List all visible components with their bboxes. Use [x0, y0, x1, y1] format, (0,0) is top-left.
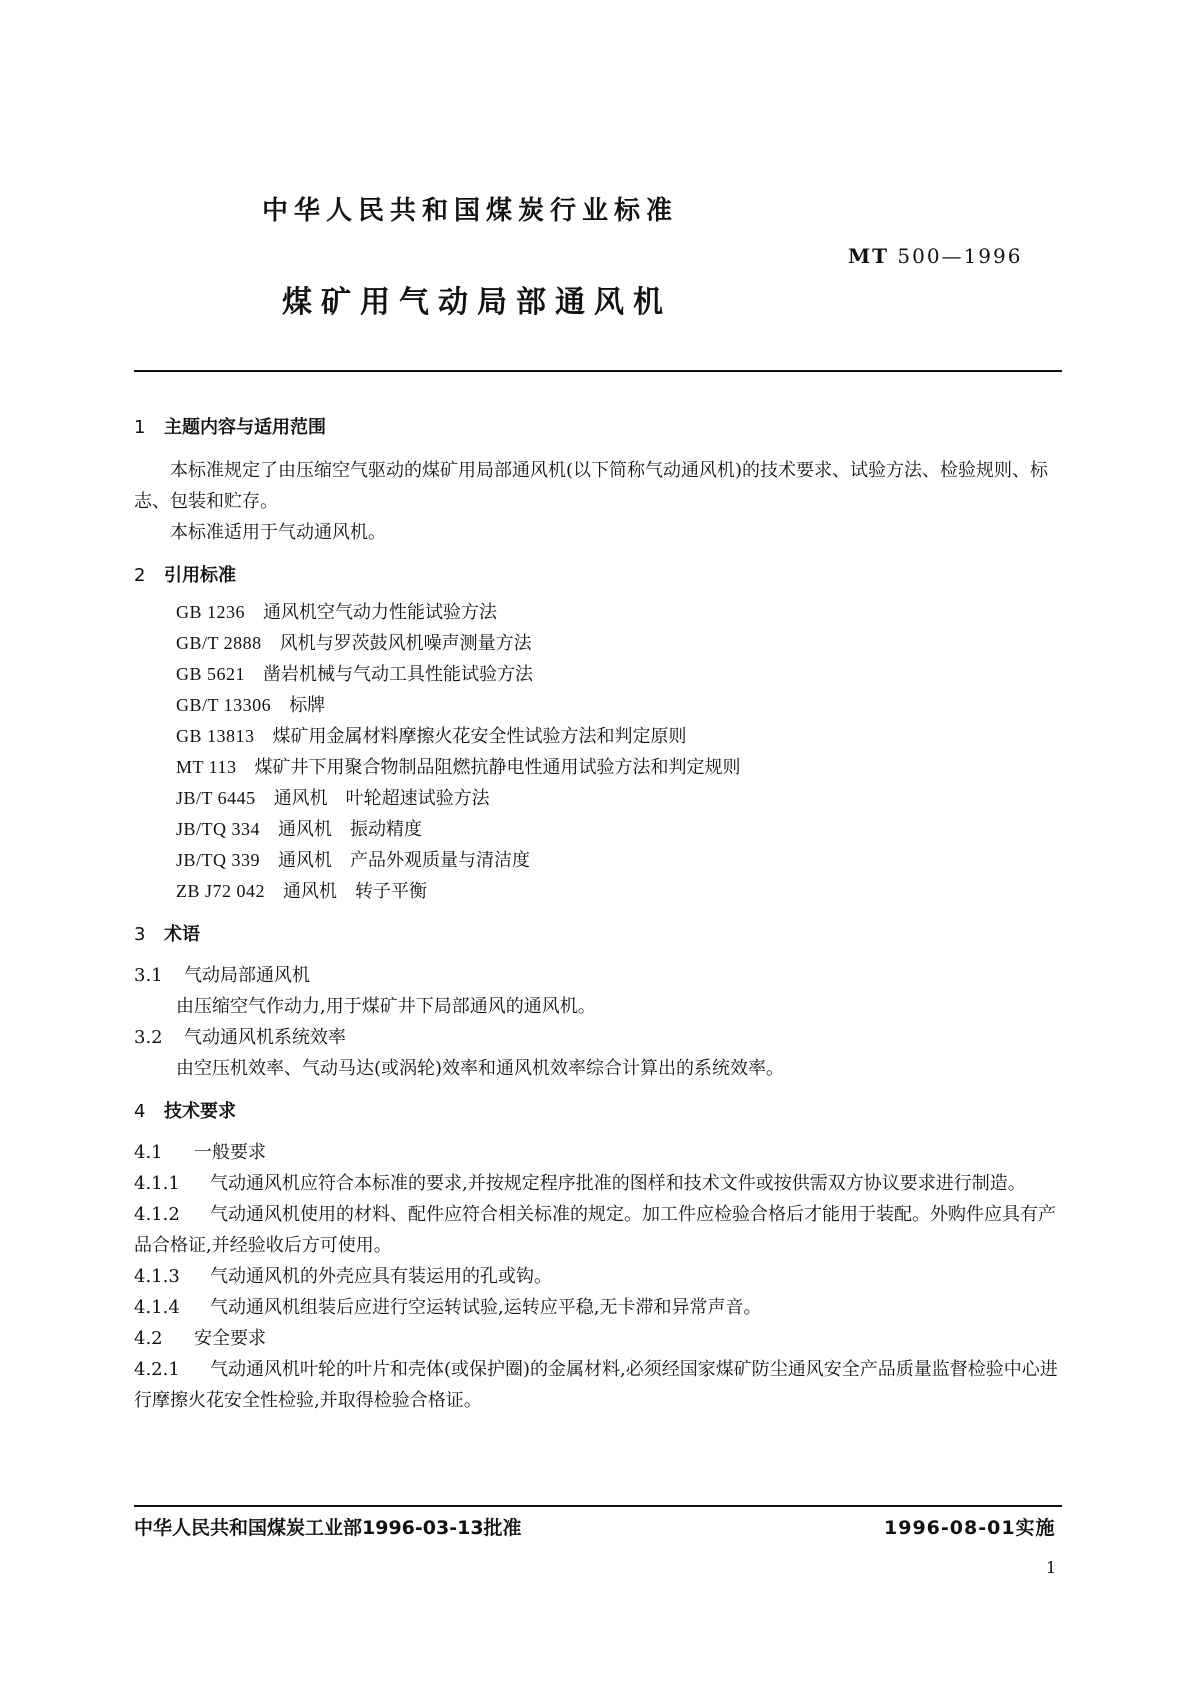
reference-item: GB/T 13306 标牌: [176, 695, 326, 716]
reference-item: JB/T 6445 通风机 叶轮超速试验方法: [176, 788, 490, 809]
document-title: 煤矿用气动局部通风机: [282, 285, 672, 320]
approval-line: 中华人民共和国煤炭工业部1996-03-13批准: [134, 1517, 522, 1539]
reference-list: [176, 597, 1064, 907]
clause-4-1-1: 4.1.1 气动通风机应符合本标准的要求,并按规定程序批准的图样和技术文件或按供需双方协议要求进行制造。: [134, 1173, 1026, 1194]
standard-prefix: MT: [848, 244, 890, 268]
term-3-2-heading: 3.2 气动通风机系统效率: [134, 1027, 346, 1048]
clause-4-1: 4.1 一般要求: [134, 1142, 266, 1163]
section-1-paragraph-2: 本标准适用于气动通风机。: [170, 522, 386, 543]
top-divider: [134, 370, 1062, 372]
clause-4-2-1: 4.2.1 气动通风机叶轮的叶片和壳体(或保护圈)的金属材料,必须经国家煤矿防尘通风安全产品质量监督检验中心进行摩擦火花安全性检验,并取得检验合格证。: [134, 1359, 1058, 1411]
reference-item: JB/TQ 339 通风机 产品外观质量与清洁度: [176, 850, 531, 871]
clause-4-1-2: 4.1.2 气动通风机使用的材料、配件应符合相关标准的规定。加工件应检验合格后才能用于装配。外购件应具有产品合格证,并经验收后方可使用。: [134, 1204, 1056, 1256]
section-4-heading: 4 技术要求: [134, 1101, 236, 1122]
issuing-organization: 中华人民共和国煤炭行业标准: [262, 196, 679, 226]
clause-4-1-4: 4.1.4 气动通风机组装后应进行空运转试验,运转应平稳,无卡滞和异常声音。: [134, 1297, 762, 1318]
document-body: [134, 412, 1064, 1416]
reference-item: GB 13813 煤矿用金属材料摩擦火花安全性试验方法和判定原则: [176, 726, 687, 747]
reference-item: GB 1236 通风机空气动力性能试验方法: [176, 602, 498, 623]
clause-4-2: 4.2 安全要求: [134, 1328, 266, 1349]
effective-date: 1996-08-01实施: [884, 1517, 1056, 1539]
page-number: 1: [1046, 1558, 1057, 1577]
reference-item: MT 113 煤矿井下用聚合物制品阻燃抗静电性通用试验方法和判定规则: [176, 757, 741, 778]
section-3-heading: 3 术语: [134, 924, 200, 945]
section-1-paragraph-1: 本标准规定了由压缩空气驱动的煤矿用局部通风机(以下简称气动通风机)的技术要求、试验方法、检验规则、标志、包装和贮存。: [134, 460, 1049, 512]
bottom-divider: [134, 1505, 1062, 1507]
reference-item: GB 5621 凿岩机械与气动工具性能试验方法: [176, 664, 534, 685]
requirements-list: [134, 1137, 1064, 1416]
reference-item: GB/T 2888 风机与罗茨鼓风机噪声测量方法: [176, 633, 532, 654]
term-3-1-definition: 由压缩空气作动力,用于煤矿井下局部通风的通风机。: [176, 996, 596, 1017]
clause-4-1-3: 4.1.3 气动通风机的外壳应具有装运用的孔或钩。: [134, 1266, 552, 1287]
section-1-heading: 1 主题内容与适用范围: [134, 417, 326, 438]
term-3-1-heading: 3.1 气动局部通风机: [134, 965, 310, 986]
reference-item: ZB J72 042 通风机 转子平衡: [176, 881, 428, 902]
standard-code: 500—1996: [897, 244, 1023, 268]
standard-number: [848, 244, 1022, 268]
section-2-heading: 2 引用标准: [134, 565, 236, 586]
term-3-2-definition: 由空压机效率、气动马达(或涡轮)效率和通风机效率综合计算出的系统效率。: [176, 1058, 785, 1079]
reference-item: JB/TQ 334 通风机 振动精度: [176, 819, 423, 840]
